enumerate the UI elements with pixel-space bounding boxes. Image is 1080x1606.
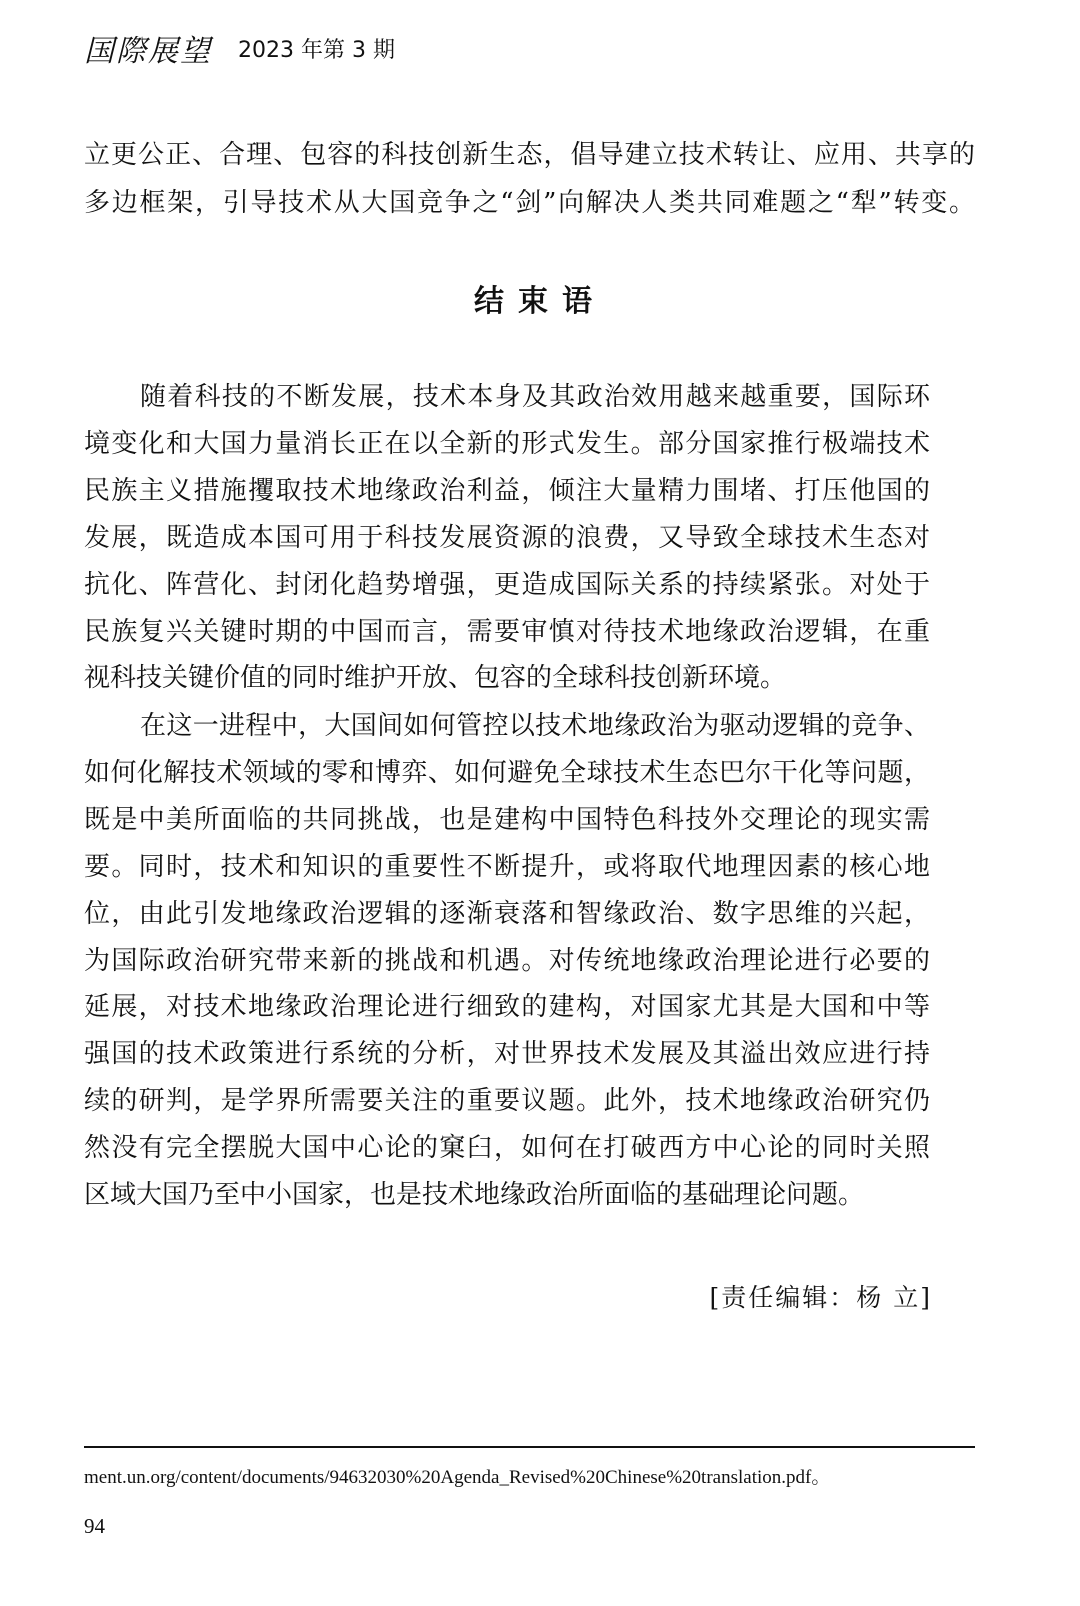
text-line: 随着科技的不断发展，技术本身及其政治效用越来越重要，国际环: [140, 382, 930, 412]
text-line: 然没有完全摆脱大国中心论的窠臼，如何在打破西方中心论的同时关照: [84, 1133, 930, 1164]
text-line: 在这一进程中，大国间如何管控以技术地缘政治为驱动逻辑的竞争、: [140, 711, 930, 741]
text-line: 立更公正、合理、包容的科技创新生态，倡导建立技术转让、应用、共享的: [84, 140, 975, 170]
text-line: 如何化解技术领域的零和博弈、如何避免全球技术生态巴尔干化等问题，: [84, 757, 930, 788]
page-number: 94: [84, 1514, 105, 1538]
journal-logo: 国際展望: [84, 34, 212, 69]
text-line: 视科技关键价值的同时维护开放、包容的全球科技创新环境。: [84, 663, 787, 694]
text-line: 发展，既造成本国可用于科技发展资源的浪费，又导致全球技术生态对: [84, 522, 930, 553]
text-line: 延展，对技术地缘政治理论进行细致的建构，对国家尤其是大国和中等: [84, 992, 930, 1023]
text-line: 多边框架，引导技术从大国竞争之“剑”向解决人类共同难题之“犁”转变。: [84, 188, 975, 218]
text-line: 民族主义措施攫取技术地缘政治利益，倾注大量精力围堵、打压他国的: [84, 475, 930, 506]
section-title: 结束语: [474, 284, 606, 319]
running-header: [84, 26, 395, 70]
text-line: 为国际政治研究带来新的挑战和机遇。对传统地缘政治理论进行必要的: [84, 945, 930, 976]
footnote: ment.un.org/content/documents/94632030%20Agenda_Revised%20Chinese%20translation.pdf。: [84, 1467, 831, 1488]
footnote-divider: [84, 1446, 975, 1448]
editor-note: [责任编辑：杨 立]: [709, 1283, 932, 1312]
text-line: 续的研判，是学界所需要关注的重要议题。此外，技术地缘政治研究仍: [84, 1086, 930, 1117]
text-line: 位，由此引发地缘政治逻辑的逐渐衰落和智缘政治、数字思维的兴起，: [84, 898, 930, 929]
text-line: 既是中美所面临的共同挑战，也是建构中国特色科技外交理论的现实需: [84, 804, 930, 835]
text-line: 区域大国乃至中小国家，也是技术地缘政治所面临的基础理论问题。: [84, 1180, 865, 1210]
text-line: 境变化和大国力量消长正在以全新的形式发生。部分国家推行极端技术: [84, 428, 930, 459]
text-line: 抗化、阵营化、封闭化趋势增强，更造成国际关系的持续紧张。对处于: [84, 569, 930, 600]
issue-label: 2023 年第 3 期: [238, 37, 395, 63]
text-line: 要。同时，技术和知识的重要性不断提升，或将取代地理因素的核心地: [84, 851, 930, 882]
text-line: 强国的技术政策进行系统的分析，对世界技术发展及其溢出效应进行持: [84, 1039, 930, 1070]
text-line: 民族复兴关键时期的中国而言，需要审慎对待技术地缘政治逻辑，在重: [84, 616, 930, 647]
